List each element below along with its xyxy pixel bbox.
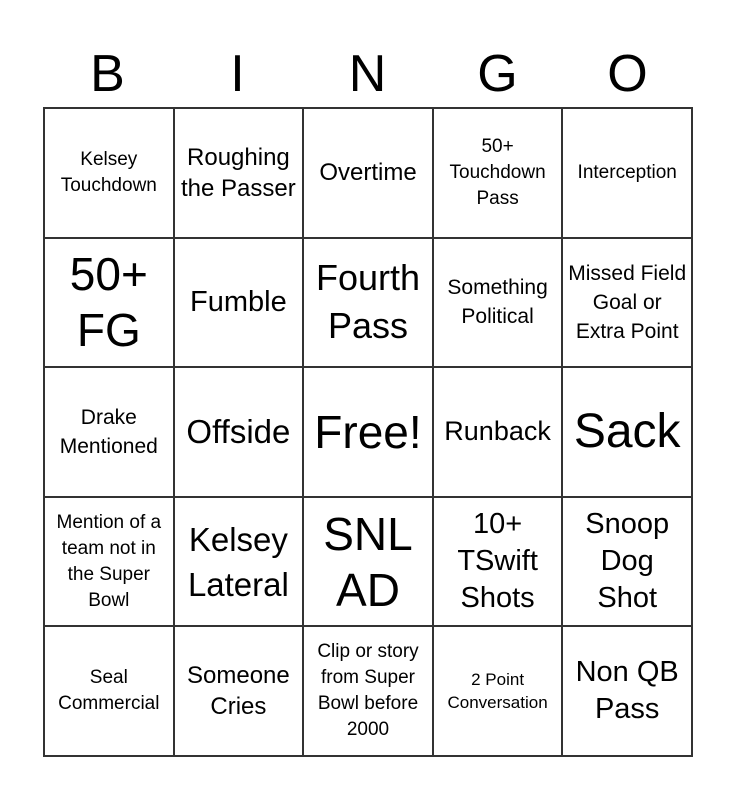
cell-text: Fumble	[190, 285, 287, 318]
cell-text: Seal Commercial	[58, 667, 160, 715]
cell-text: 50+ FG	[69, 248, 148, 357]
cell-text: Interception	[577, 161, 677, 183]
cell-text: Fourth Pass	[315, 257, 421, 347]
bingo-cell[interactable]	[174, 238, 304, 368]
cell-text: Offside	[186, 413, 291, 451]
cell-text: Kelsey Lateral	[187, 520, 289, 603]
bingo-cell[interactable]	[44, 238, 174, 368]
bingo-cell[interactable]	[174, 626, 304, 756]
bingo-cell[interactable]	[562, 238, 692, 368]
cell-text: Something Political	[447, 276, 548, 329]
bingo-cell[interactable]	[44, 626, 174, 756]
bingo-cell[interactable]	[303, 626, 433, 756]
cell-text: Snoop Dog Shot	[585, 508, 670, 615]
cell-text: Missed Field Goal or Extra Point	[568, 261, 687, 343]
cell-text: Overtime	[319, 159, 417, 187]
bingo-cell[interactable]	[44, 497, 174, 627]
cell-text: 50+ Touchdown Pass	[449, 135, 546, 209]
cell-text: Someone Cries	[187, 662, 290, 721]
bingo-cell[interactable]	[303, 108, 433, 238]
cell-text: Sack	[573, 404, 681, 458]
cell-text: 10+ TSwift Shots	[457, 508, 538, 615]
bingo-cell[interactable]	[433, 238, 563, 368]
cell-text: 2 Point Conversation	[447, 670, 548, 713]
cell-text: Non QB Pass	[575, 656, 679, 726]
bingo-cell[interactable]	[433, 497, 563, 627]
bingo-cell[interactable]	[303, 497, 433, 627]
bingo-cell[interactable]	[562, 108, 692, 238]
header-letter-o: O	[607, 45, 649, 103]
bingo-cell[interactable]	[433, 367, 563, 497]
bingo-cell[interactable]	[562, 497, 692, 627]
header-letter-g: G	[477, 45, 519, 103]
header-letter-n: N	[348, 45, 388, 103]
cell-text: Roughing the Passer	[181, 143, 296, 202]
bingo-card	[43, 107, 693, 757]
header-letter-i: I	[230, 45, 246, 103]
bingo-cell[interactable]	[433, 626, 563, 756]
bingo-cell[interactable]	[174, 497, 304, 627]
bingo-cell[interactable]	[44, 108, 174, 238]
cell-text: Kelsey Touchdown	[60, 148, 157, 196]
cell-text: Mention of a team not in the Super Bowl	[56, 511, 162, 611]
bingo-cell[interactable]	[174, 367, 304, 497]
bingo-cell[interactable]	[303, 238, 433, 368]
bingo-cell free-space[interactable]	[303, 367, 433, 497]
bingo-cell[interactable]	[562, 367, 692, 497]
bingo-cell[interactable]	[433, 108, 563, 238]
bingo-cell[interactable]	[44, 367, 174, 497]
header-letter-b: B	[90, 45, 126, 103]
cell-text: Drake Mentioned	[59, 405, 158, 458]
cell-text: Runback	[444, 416, 551, 447]
bingo-header	[43, 40, 693, 108]
cell-text: SNL AD	[323, 507, 413, 616]
bingo-cell[interactable]	[174, 108, 304, 238]
cell-text: Clip or story from Super Bowl before 2000	[317, 641, 419, 741]
bingo-cell[interactable]	[562, 626, 692, 756]
cell-text: Free!	[314, 405, 422, 458]
